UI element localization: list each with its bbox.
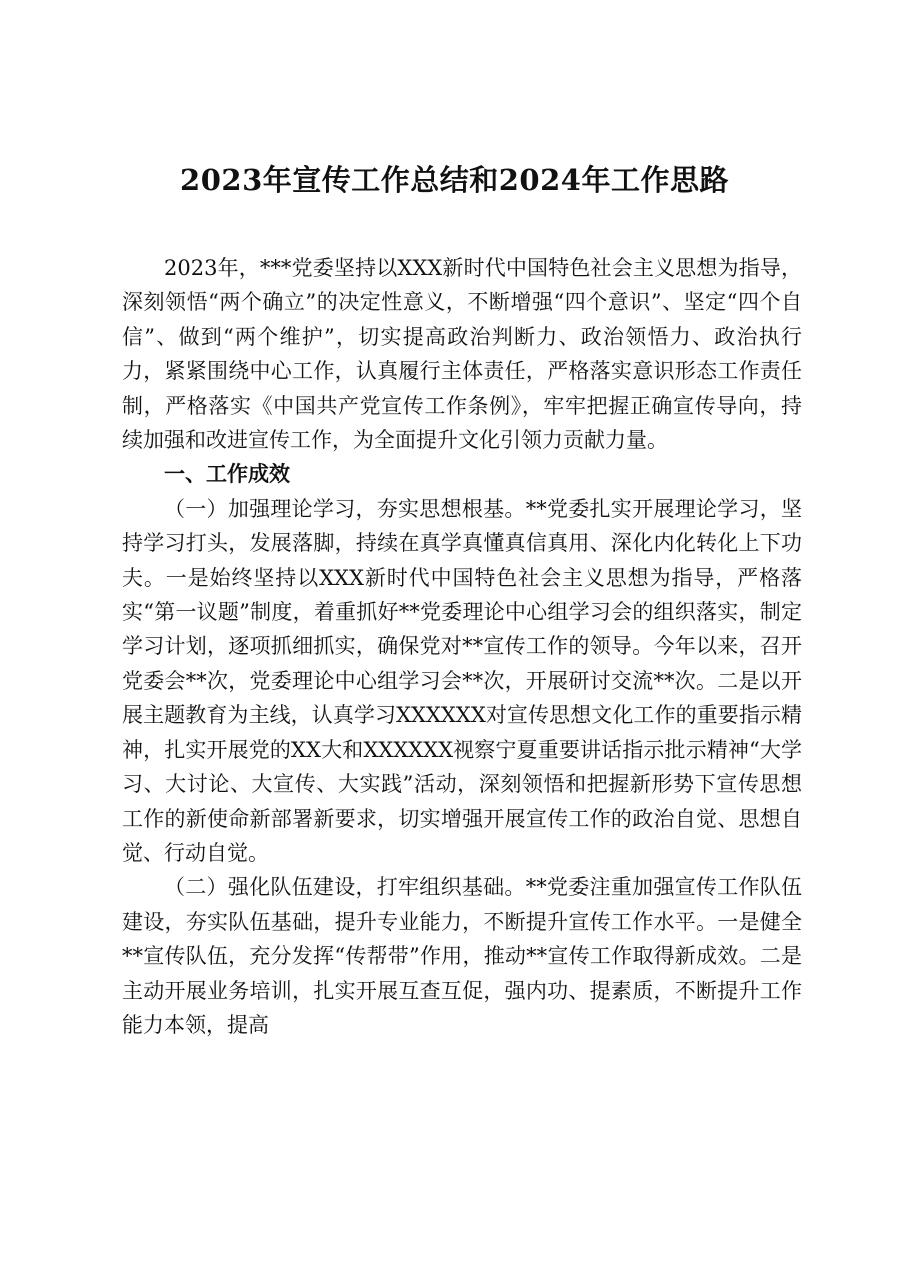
item-1-lead: （一）加强理论学习，夯实思想根基。 — [164, 496, 526, 521]
item-1-paragraph — [122, 492, 802, 870]
item-2-paragraph — [122, 870, 802, 1042]
item-1-body: **党委扎实开展理论学习，坚持学习打头，发展落脚，持续在真学真懂真信真用、深化内化转化上下功夫。一是始终坚持以XXX新时代中国特色社会主义思想为指导，严格落实“第一议题”制度，着重抓好**党委理论中心组学习会的组织落实，制定学习计划，逐项抓细抓实，确保党对**宣传工作的领导。今年以来，召开党委会**次，党委理论中心组学习会**次，开展研讨交流**次。二是以开展主题教育为主线，认真学习XXXXXX对宣传思想文化工作的重要指示精神，扎实开展党的XX大和XXXXXX视察宁夏重要讲话指示批示精神“大学习、大讨论、大宣传、大实践”活动，深刻领悟和把握新形势下宣传思想工作的新使命新部署新要求，切实增强开展宣传工作的政治自觉、思想自觉、行动自觉。 — [122, 496, 803, 865]
document-body — [122, 251, 802, 1042]
intro-paragraph: 2023年，***党委坚持以XXX新时代中国特色社会主义思想为指导，深刻领悟“两个确立”的决定性意义，不断增强“四个意识”、坚定“四个自信”、做到“两个维护”，切实提高政治判断力、政治领悟力、政治执行力，紧紧围绕中心工作，认真履行主体责任，严格落实意识形态工作责任制，严格落实《中国共产党宣传工作条例》，牢牢把握正确宣传导向，持续加强和改进宣传工作，为全面提升文化引领力贡献力量。 — [122, 256, 802, 453]
item-2-body: **党委注重加强宣传工作队伍建设，夯实队伍基础，提升专业能力，不断提升宣传工作水平。一是健全**宣传队伍，充分发挥“传帮带”作用，推动**宣传工作取得新成效。二是主动开展业务培训，扎实开展互查互促，强内功、提素质，不断提升工作能力本领，提高 — [122, 875, 803, 1037]
section-heading: 一、工作成效 — [164, 462, 290, 487]
document-title: 2023年宣传工作总结和2024年工作思路 — [180, 163, 729, 197]
item-2-lead: （二）强化队伍建设，打牢组织基础。 — [164, 875, 526, 900]
